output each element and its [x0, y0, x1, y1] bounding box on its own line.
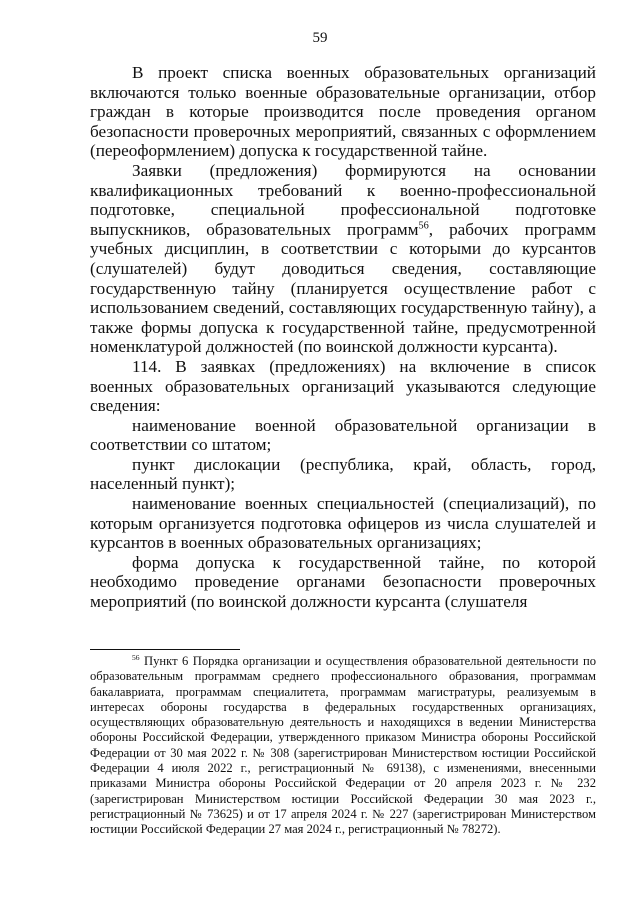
footnote-reference: 56 — [418, 220, 429, 232]
paragraph-item-114: 114. В заявках (предложениях) на включение в список военных образовательных организаций указываются следующие сведения: — [90, 356, 596, 416]
paragraph-applications-basis-text: Заявки (предложения) формируются на основании квалификационных требований к военно-профессиональной подготовке, специальной профессиональной подготовке выпускников, образовательных программ — [90, 160, 596, 239]
footnote-separator — [90, 649, 240, 650]
footnote — [90, 654, 596, 838]
paragraph-project-list: В проект списка военных образовательных организаций включаются только военные образовательные организации, отбор граждан в которые производится после проведения органом безопасности проверочных мероприятий, связанных с оформлением (переоформлением) допуска к государственной тайне. — [90, 63, 596, 161]
footnote-text: Пункт 6 Порядка организации и осуществления образовательной деятельности по образовательным программам среднего профессионального образования, программам бакалавриата, программам специалитета, программам магистратуры, реализуемым в интересах обороны государства в федеральных государственных организациях, осуществляющих образовательную деятельность и находящихся в ведении Министерства обороны Российской Федерации, утвержденного приказом Министра обороны Российской Федерации от 30 мая 2022 г. № 308 (зарегистрирован Министерством юстиции Российской Федерации 4 июля 2022 г., регистрационный № 69138), с изменениями, внесенными приказами Министра обороны Российской Федерации от 20 апреля 2023 г. № 232 (зарегистрирован Министерством юстиции Российской Федерации 30 мая 2023 г., регистрационный № 73625) и от 17 апреля 2024 г. № 227 (зарегистрирован Министерством юстиции Российской Федерации 27 мая 2024 г., регистрационный № 78272). — [90, 654, 596, 837]
list-item-specialties: наименование военных специальностей (специализаций), по которым организуется подготовка офицеров из числа слушателей и курсантов в военных образовательных организациях; — [90, 494, 596, 553]
list-item-organization-name: наименование военной образовательной организации в соответствии со штатом; — [90, 415, 596, 455]
page-number: 59 — [312, 30, 328, 46]
footnote-mark: 56 — [132, 652, 140, 662]
paragraph-applications-basis — [90, 161, 596, 357]
list-item-location: пункт дислокации (республика, край, область, город, населенный пункт); — [90, 454, 596, 494]
list-item-clearance-form: форма допуска к государственной тайне, по которой необходимо проведение органами безопасности проверочных мероприятий (по воинской должности курсанта (слушателя — [90, 552, 596, 612]
main-text — [90, 63, 596, 612]
paragraph-applications-basis-continued: , рабочих программ учебных дисциплин, в соответствии с которыми до курсантов (слушателей) будут доводиться сведения, составляющие государственную тайну (планируется осуществление работ с использованием сведений, составляющих государственную тайну), а также формы допуска к государственной тайне, предусмотренной номенклатурой должностей (по воинской должности курсанта). — [90, 219, 596, 357]
